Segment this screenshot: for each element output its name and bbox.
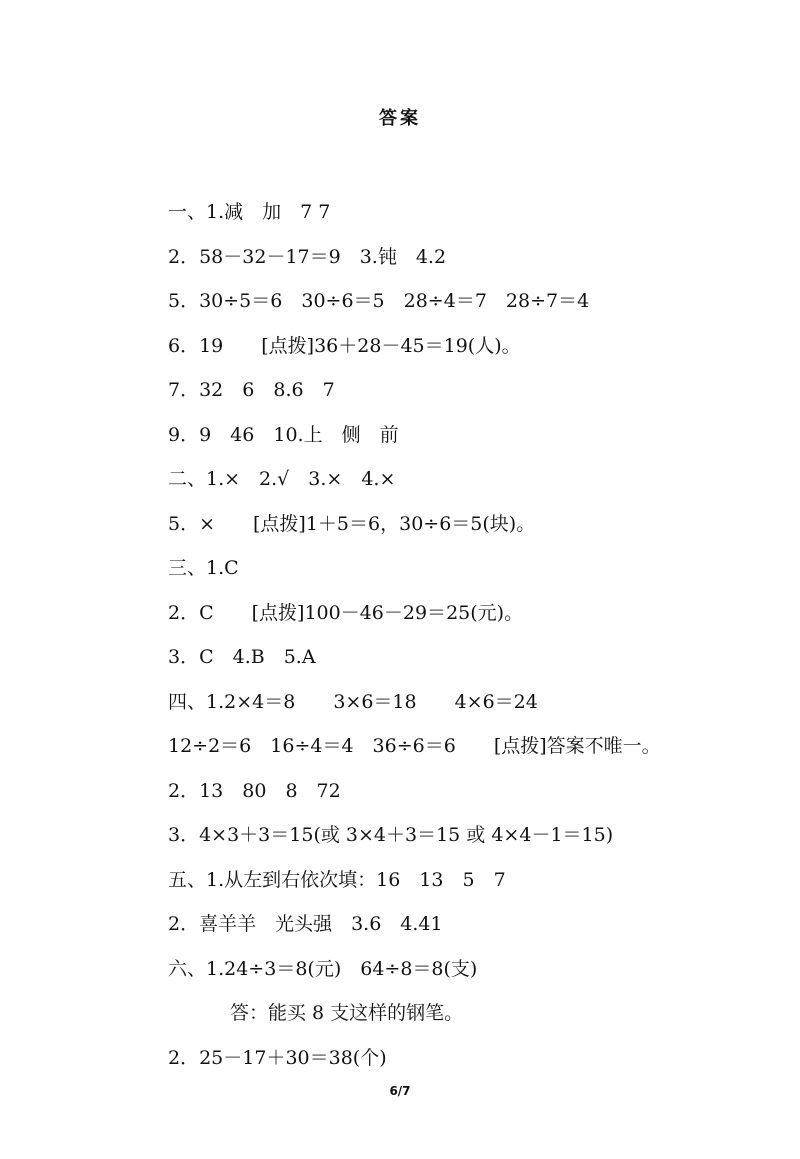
page-number: 6/7 xyxy=(389,1084,411,1098)
page-title: 答案 xyxy=(379,108,421,129)
answer-line: 3．C 4.B 5.A xyxy=(168,646,316,668)
answer-line: 三、1.C xyxy=(168,557,239,579)
answer-line: 2．C [点拨]100－46－29＝25(元)。 xyxy=(168,601,524,624)
answer-line: 3．4×3＋3＝15(或 3×4＋3＝15 或 4×4－1＝15) xyxy=(168,824,614,846)
answer-line: 5．30÷5＝6 30÷6＝5 28÷4＝7 28÷7＝4 xyxy=(168,290,590,312)
answer-line: 六、1.24÷3＝8(元) 64÷8＝8(支) xyxy=(168,957,478,980)
answer-line: 9．9 46 10.上 侧 前 xyxy=(168,423,399,446)
answer-line: 二、1.× 2.√ 3.× 4.× xyxy=(168,468,396,490)
answer-line: 四、1.2×4＝8 3×6＝18 4×6＝24 xyxy=(168,690,538,713)
answer-line: 2．喜羊羊 光头强 3.6 4.41 xyxy=(168,913,443,935)
answer-line: 一、1.减 加 7 7 xyxy=(168,201,331,223)
answer-line: 2．25－17＋30＝38(个) xyxy=(168,1046,387,1069)
answer-line: 7．32 6 8.6 7 xyxy=(168,379,335,401)
answer-line: 5．× [点拨]1＋5＝6，30÷6＝5(块)。 xyxy=(168,512,536,535)
answer-line: 答：能买 8 支这样的钢笔。 xyxy=(230,1002,464,1024)
answer-line: 五、1.从左到右依次填：16 13 5 7 xyxy=(168,868,506,891)
answer-line: 2．13 80 8 72 xyxy=(168,779,341,802)
answer-line: 12÷2＝6 16÷4＝4 36÷6＝6 [点拨]答案不唯一。 xyxy=(168,735,661,757)
answer-list xyxy=(168,190,768,1080)
answer-line: 2．58－32－17＝9 3.钝 4.2 xyxy=(168,245,447,268)
answer-line: 6．19 [点拨]36＋28－45＝19(人)。 xyxy=(168,334,521,357)
